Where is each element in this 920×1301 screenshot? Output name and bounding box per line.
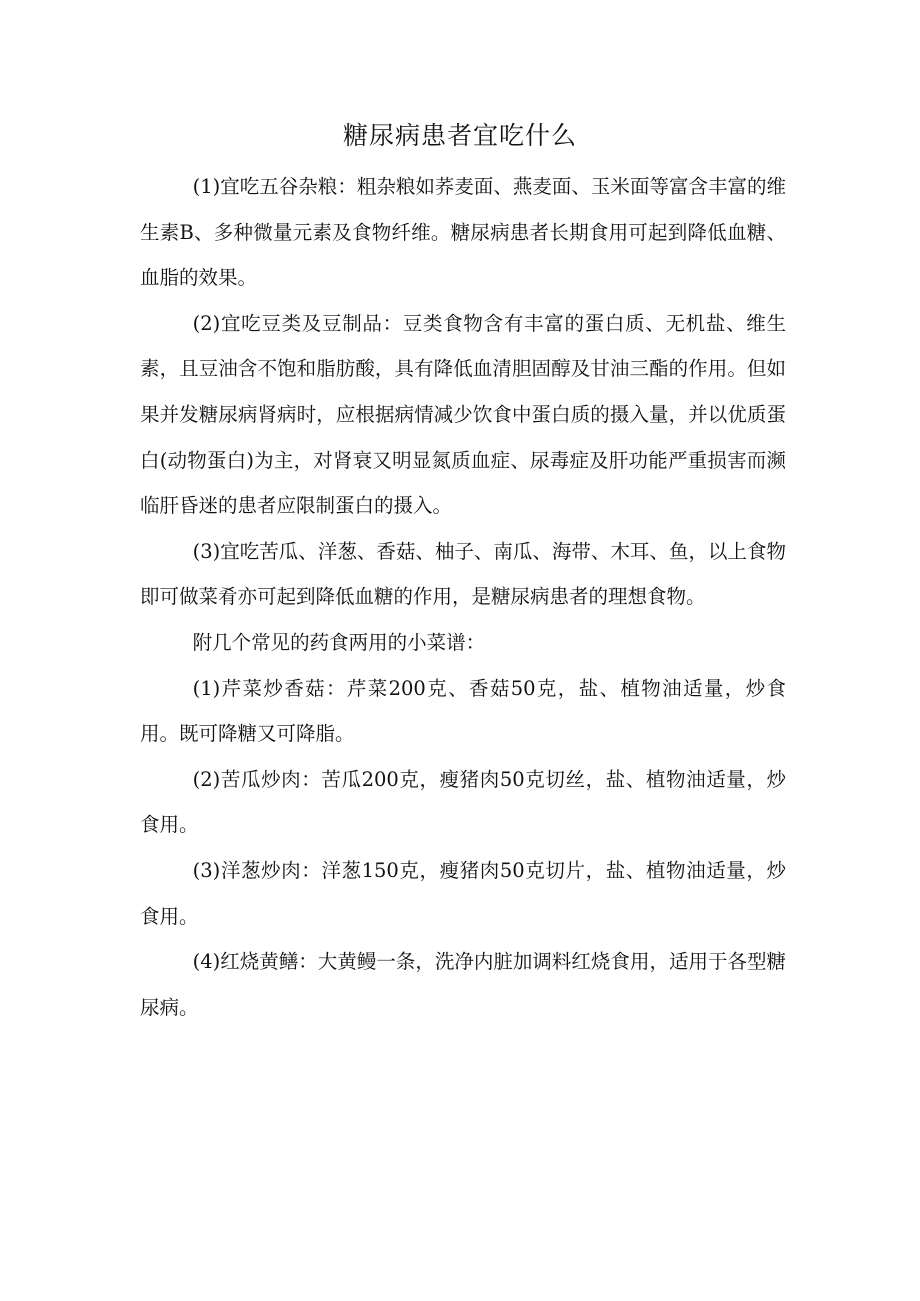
paragraph-recipe-eel: (4)红烧黄鳝：大黄鳗一条，洗净内脏加调料红烧食用，适用于各型糖尿病。 bbox=[140, 950, 786, 1019]
paragraph-recipe-celery: (1)芹菜炒香菇：芹菜200克、香菇50克，盐、植物油适量，炒食用。既可降糖又可降脂。 bbox=[140, 676, 786, 746]
paragraph-beans: (2)宜吃豆类及豆制品：豆类食物含有丰富的蛋白质、无机盐、维生素，且豆油含不饱和脂肪酸，具有降低血清胆固醇及甘油三酯的作用。但如果并发糖尿病肾病时，应根据病情减少饮食中蛋白质的摄入量，并以优质蛋白(动物蛋白)为主，对肾衰又明显氮质血症、尿毒症及肝功能严重损害而濒临肝昏迷的患者应限制蛋白的摄入。 bbox=[140, 311, 786, 518]
paragraph-recipes-intro: 附几个常见的药食两用的小菜谱： bbox=[192, 630, 486, 654]
paragraph-grains: (1)宜吃五谷杂粮：粗杂粮如荞麦面、燕麦面、玉米面等富含丰富的维生素B、多种微量元素及食物纤维。糖尿病患者长期食用可起到降低血糖、血脂的效果。 bbox=[140, 175, 786, 290]
paragraph-recipe-onion: (3)洋葱炒肉：洋葱150克，瘦猪肉50克切片，盐、植物油适量，炒食用。 bbox=[140, 858, 786, 928]
paragraph-vegetables: (3)宜吃苦瓜、洋葱、香菇、柚子、南瓜、海带、木耳、鱼，以上食物即可做菜肴亦可起到降低血糖的作用，是糖尿病患者的理想食物。 bbox=[140, 539, 786, 609]
document-title: 糖尿病患者宜吃什么 bbox=[342, 121, 577, 150]
paragraph-recipe-bitter-melon: (2)苦瓜炒肉：苦瓜200克，瘦猪肉50克切丝，盐、植物油适量，炒食用。 bbox=[140, 767, 786, 837]
document-body bbox=[140, 164, 786, 1030]
